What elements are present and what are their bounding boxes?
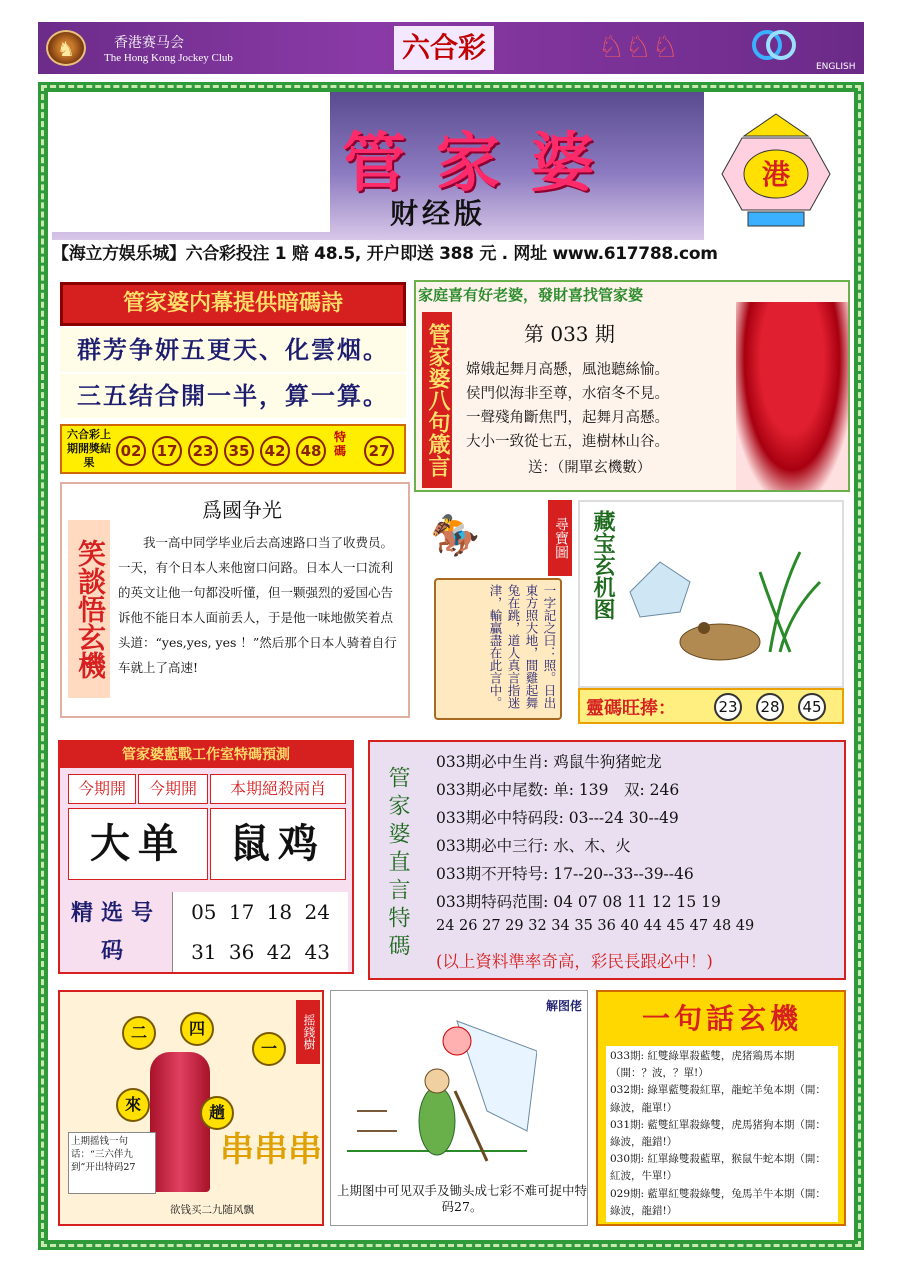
field-scene-icon <box>337 1011 537 1181</box>
result-ball: 17 <box>152 436 182 466</box>
english-link[interactable]: ENGLISH <box>816 62 856 72</box>
col-label-3: 本期絕殺兩肖 <box>210 774 346 804</box>
sentence-entry: 032期: 綠單藍雙殺紅單，龍蛇羊兔本期（開：綠波，龍單!） <box>610 1084 826 1114</box>
one-sentence-list <box>606 1046 838 1222</box>
eight-poem-side-title: 管家婆八句箴言 <box>422 312 452 488</box>
masthead-subtitle: 财经版 <box>390 197 487 230</box>
talk-line: 033期不开特号: 17--20--33--39--46 <box>436 865 694 883</box>
header-bar <box>38 22 864 74</box>
result-ball: 35 <box>224 436 254 466</box>
picked-label: 精选号码 <box>70 900 161 964</box>
eight-poem-line: 一聲殘角斷焦門，起舞月高懸。 <box>466 410 669 426</box>
jockey-club-logo-icon[interactable]: ♞ <box>46 30 86 66</box>
lucky-numbers-bar <box>578 688 844 724</box>
lucky-ball: 23 <box>714 693 742 721</box>
result-ball: 48 <box>296 436 326 466</box>
lucky-label: 靈碼旺捧： <box>586 698 676 719</box>
prediction-kill-zodiac: 鼠鸡 <box>210 808 346 880</box>
lucky-ball: 45 <box>798 693 826 721</box>
tree-coin: 來 <box>116 1088 150 1122</box>
riddle-scroll <box>434 578 562 720</box>
talk-line: 033期必中三行: 水、木、火 <box>436 837 631 855</box>
org-name-cn: 香港赛马会 <box>114 35 184 51</box>
last-result-box <box>60 424 406 474</box>
joke-title: 爲國争光 <box>202 498 282 522</box>
treasure-scene <box>578 500 844 688</box>
talk-line: 033期必中生肖: 鸡鼠牛狗猪蛇龙 <box>436 753 662 771</box>
lucky-ball: 28 <box>756 693 784 721</box>
racing-horses-icon: ♘♘♘ <box>598 30 679 65</box>
joke-side-title: 笑談悟玄機 <box>68 520 110 698</box>
poem-line-1: 群芳争妍五更天、化雲烟。 <box>60 328 406 372</box>
issue-number: 第 033 期 <box>524 322 615 346</box>
money-tree-footer: 欲钱买二九随风飘 <box>170 1204 254 1216</box>
sentence-entry: 030期: 紅單綠雙殺藍單，猴鼠牛蛇本期（開：紅波，牛單!） <box>610 1153 826 1183</box>
joke-panel <box>60 482 410 718</box>
riddle-picture-label: 解图佬 <box>545 999 582 1013</box>
sentence-entry: 029期: 藍單紅雙殺綠雙，兔馬羊牛本期（開：綠波，龍錯!） <box>610 1187 826 1217</box>
result-ball: 23 <box>188 436 218 466</box>
scroll-text: 一字記之曰：照。日出東方照大地，間雞起舞兔在跳，道人真言指迷津，輸贏盡在此言中。 <box>488 584 557 709</box>
prediction-big-small: 大单 <box>68 808 208 880</box>
eight-poem-line: 侯門似海非至尊，水宿冬不見。 <box>466 386 669 402</box>
eight-poem-slogan: 家庭喜有好老婆，發財喜找管家婆 <box>418 286 644 304</box>
lantern-char: 港 <box>761 158 791 191</box>
page-title: 六合彩 <box>394 26 494 70</box>
poem-line-2: 三五结合開一半，算一算。 <box>60 374 406 418</box>
work-room-panel <box>58 740 354 974</box>
money-tree-trunk <box>150 1052 210 1192</box>
sentence-entry: 031期: 藍雙紅單殺綠雙，虎馬猪狗本期（開：綠波，龍錯!） <box>610 1118 826 1149</box>
special-label: 特碼 <box>334 430 347 458</box>
rock-plant-icon <box>620 532 840 682</box>
joke-body: 我一高中同学毕业后去高速路口当了收费员。一天，有个日本人来他窗口问路。日本人一口流利的英文让他一句都没听懂，但一颗强烈的爱国心告诉他不能日本人面前丢人，于是他一味地傲笑着点头道：“yes,yes, yes ！”然后那个日本人骑着自行车就上了高速! <box>118 535 397 675</box>
picked-numbers <box>172 892 348 972</box>
result-ball: 02 <box>116 436 146 466</box>
eight-poem-line: 大小一致從七五，進樹林山谷。 <box>466 434 669 450</box>
talk-line: 033期特码范围: 04 07 08 11 12 15 19 <box>436 893 721 911</box>
tree-coin: 一 <box>252 1032 286 1066</box>
direct-talk-side-title: 管家婆直言特碼 <box>385 766 410 962</box>
treasure-map-panel <box>420 500 846 726</box>
money-tree-tag: 摇錢樹 <box>296 1000 320 1064</box>
one-sentence-panel <box>596 990 846 1226</box>
map-title: 藏宝玄机图 <box>590 510 616 620</box>
picked-row-2: 31 36 42 43 <box>191 940 330 964</box>
col-label-1: 今期開 <box>68 774 136 804</box>
eight-poem-line: 嫦娥起舞月高懸，風池聽絲愉。 <box>466 362 669 378</box>
money-tree-panel <box>58 990 324 1226</box>
treasure-label: 尋寶圖 <box>548 500 572 576</box>
tree-coin: 四 <box>180 1012 214 1046</box>
col-label-2: 今期開 <box>138 774 208 804</box>
rings-logo-icon[interactable] <box>750 28 798 62</box>
masthead-title: 管家婆 <box>342 126 624 201</box>
talk-line: 033期必中特码段: 03---24 30--49 <box>436 809 679 827</box>
picked-row-1: 05 17 18 24 <box>191 900 330 924</box>
masthead-blank-area <box>52 92 330 232</box>
talk-line: 033期必中尾数: 单: 139 双: 246 <box>436 781 680 799</box>
one-sentence-heading: 一句話玄機 <box>608 998 836 1040</box>
direct-talk-panel <box>368 740 846 980</box>
eight-poem-panel <box>414 280 850 492</box>
ad-banner[interactable]: 【海立方娱乐城】六合彩投注 1 赔 48.5, 开户即送 388 元 . 网址 www.617788.com <box>52 240 848 268</box>
horse-rider-icon: 🏇 <box>430 513 480 559</box>
riddle-picture-caption: 上期图中可见双手及锄头成七彩不难可捉中特码27。 <box>337 1183 588 1214</box>
work-room-heading: 管家婆藍戰工作室特碼預測 <box>60 742 352 768</box>
special-ball: 27 <box>364 436 394 466</box>
eight-poem-line: 送：（開單玄機數） <box>528 460 652 476</box>
riddle-picture-panel <box>330 990 588 1226</box>
result-ball: 42 <box>260 436 290 466</box>
money-tree-note: 上期摇钱一句话：“三六伴九到”开出特码27 <box>68 1132 156 1194</box>
org-name-en: The Hong Kong Jockey Club <box>104 52 233 64</box>
tree-coin: 趟 <box>200 1096 234 1130</box>
talk-line: 24 26 27 29 32 34 35 36 40 44 45 47 48 49 <box>436 918 755 934</box>
poem-heading: 管家婆内幕提供暗碼詩 <box>60 282 406 326</box>
tree-coin: 二 <box>122 1016 156 1050</box>
money-glyphs: 串串串 <box>220 1130 322 1170</box>
bride-image <box>736 302 848 490</box>
masthead <box>52 92 704 240</box>
lantern-icon <box>712 110 840 238</box>
direct-talk-footer: (以上資料準率奇高，彩民長跟必中！) <box>436 952 713 971</box>
last-result-label: 六合彩上期開獎結果 <box>67 428 111 469</box>
sentence-entry: 033期: 紅雙綠單殺藍雙，虎猪鶏馬本期（開：？波，？單!） <box>610 1050 795 1080</box>
